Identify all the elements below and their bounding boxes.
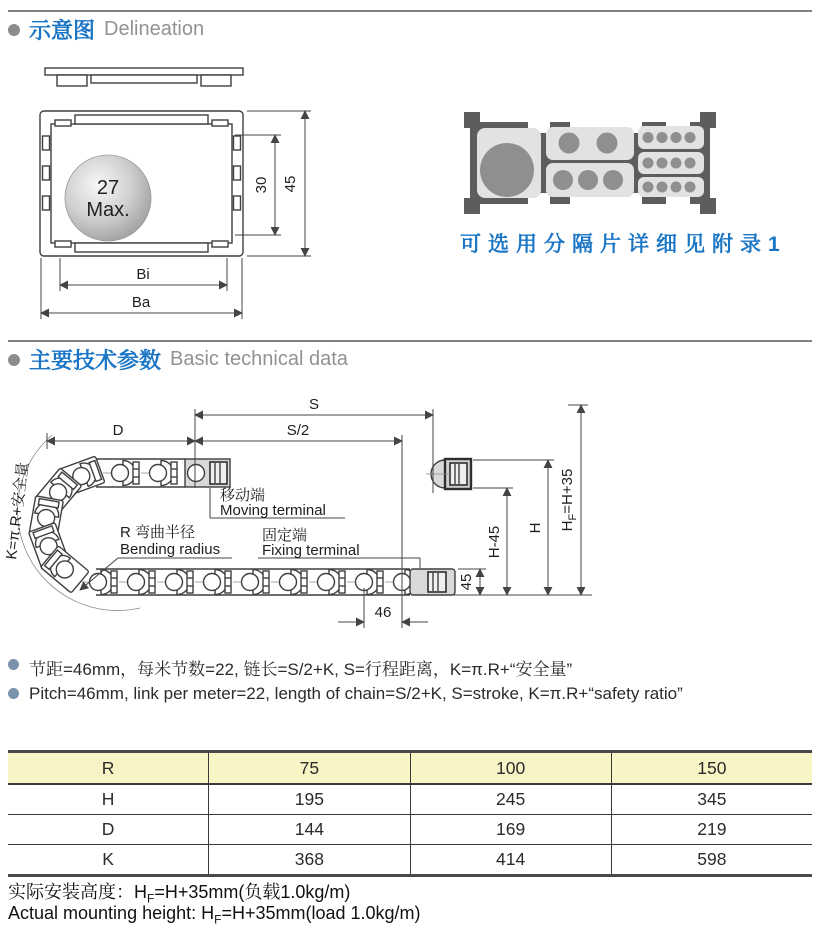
footer-en-sub: F (214, 912, 222, 927)
section-divider (8, 340, 812, 342)
dim-h-label: H (527, 522, 544, 534)
dim-inner-width-label: Bi (136, 266, 150, 283)
dim-d (47, 422, 195, 449)
table-row (8, 814, 812, 844)
dim-inner-width (60, 258, 227, 291)
section-title-zh: 示意图 (29, 18, 96, 43)
table-cell: 245 (410, 785, 611, 814)
table-cell: 368 (208, 845, 409, 874)
fixing-terminal-callout (258, 527, 420, 568)
dim-d-label: D (112, 422, 124, 439)
mounting-height-note-en (8, 903, 421, 927)
note-pitch-zh (8, 655, 572, 680)
table-header-row (8, 753, 812, 785)
table-cell: 195 (208, 785, 409, 814)
radius-label-zh: R 弯曲半径 (120, 524, 196, 541)
section-title-en: Basic technical data (170, 348, 348, 370)
table-cell: 219 (611, 815, 812, 844)
dim-outer-width-label: Ba (131, 294, 151, 311)
dim-s-label: S (308, 396, 320, 413)
cross-section-drawing (15, 58, 345, 328)
section-divider (8, 10, 812, 12)
mounting-height-note-zh (8, 878, 350, 906)
chain-bottom-run (81, 569, 455, 595)
section-bullet-icon (8, 354, 20, 366)
table-cell: K (102, 849, 114, 869)
section-title-en: Delineation (104, 18, 205, 40)
table-cell: 345 (611, 785, 812, 814)
section-header-delineation (8, 14, 204, 45)
moving-terminal-zh: 移动端 (220, 487, 266, 504)
dim-s-half-label: S/2 (286, 422, 310, 439)
cable-max-unit: Max. (86, 199, 130, 221)
footer-en-pre: Actual mounting height: H (8, 903, 215, 923)
dim-h-minus-45 (473, 488, 513, 595)
table-header-cell: 75 (208, 753, 409, 783)
dim-hf-label: $H_F=H+35$ (559, 468, 579, 532)
section-header-technical (8, 344, 348, 375)
dim-link-height-label: 45 (458, 573, 475, 591)
dim-outer-height-label: 45 (282, 175, 299, 193)
moving-terminal-en: Moving terminal (220, 502, 326, 519)
note-pitch-en (8, 684, 683, 704)
footer-en-post: =H+35mm(load 1.0kg/m) (221, 903, 421, 923)
separator-note: 可选用分隔片详细见附录1 (460, 233, 787, 256)
fixing-terminal-zh: 固定端 (262, 527, 308, 544)
table-row (8, 844, 812, 874)
radius-label-en: Bending radius (120, 541, 221, 558)
table-cell: 598 (611, 845, 812, 874)
k-formula-label: K=π.R+安全量 (3, 461, 32, 561)
table-cell: D (101, 819, 115, 839)
section-bullet-icon (8, 24, 20, 36)
footer-zh-post: =H+35mm(负载1.0kg/m) (154, 882, 351, 902)
max-cable-sphere (65, 155, 151, 241)
table-header-cell: R (101, 757, 115, 778)
note-text-zh: 节距=46mm，每米节数=22, 链长=S/2+K, S=行程距离，K=π.R+“安全量” (29, 660, 573, 679)
table-cell: 169 (410, 815, 611, 844)
dim-link-height (458, 569, 486, 595)
note-bullet-icon (8, 688, 19, 699)
note-text-en: Pitch=46mm, link per meter=22, length of chain=S/2+K, S=stroke, K=π.R+“safety ratio” (29, 684, 683, 703)
dim-h-minus-label: H-45 (486, 525, 503, 559)
footer-zh-pre: 实际安装高度：H (8, 882, 147, 902)
drag-chain-diagram (0, 385, 620, 650)
cover-lid-profile (45, 68, 243, 86)
dim-pitch-label: 46 (374, 604, 392, 621)
fixing-terminal-en: Fixing terminal (262, 542, 360, 559)
chain-top-run (96, 459, 230, 487)
dim-s-half (195, 422, 402, 628)
technical-data-table (8, 750, 812, 877)
moving-terminal-callout (210, 487, 345, 519)
note-bullet-icon (8, 659, 19, 670)
footer-zh-sub: F (147, 891, 155, 906)
table-header-cell: 100 (410, 753, 611, 783)
table-header-cell: 150 (611, 753, 812, 783)
table-row (8, 785, 812, 814)
dim-inner-height-label: 30 (253, 176, 270, 194)
table-cell: H (101, 789, 115, 809)
table-cell: 144 (208, 815, 409, 844)
cable-max-value: 27 (96, 177, 120, 199)
table-cell: 414 (410, 845, 611, 874)
separator-option-graphic (462, 108, 718, 218)
chain-bend (29, 456, 105, 593)
dim-hf (559, 405, 588, 595)
section-title-zh: 主要技术参数 (29, 348, 162, 373)
